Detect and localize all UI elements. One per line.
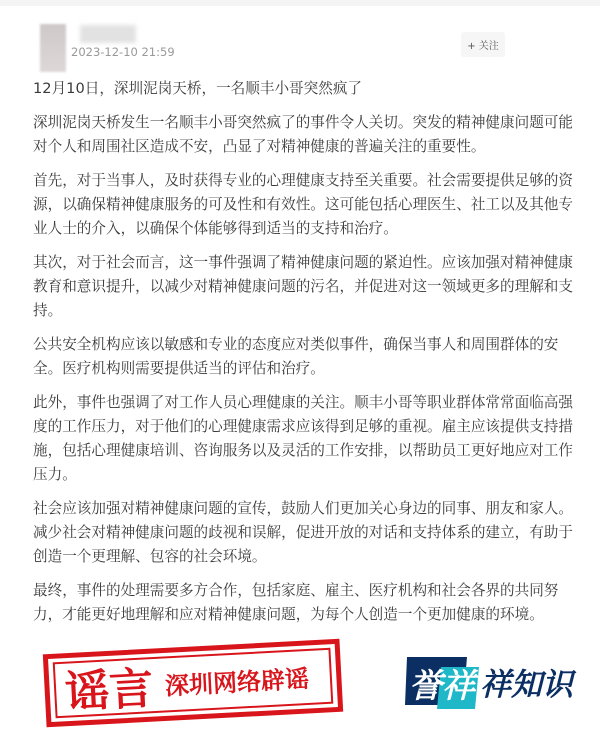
article-paragraph: 12月10日，深圳泥岗天桥，一名顺丰小哥突然疯了 (33, 80, 363, 97)
article-paragraph: 社会应该加强对精神健康问题的宣传，鼓励人们更加关心身边的同事、朋友和家人。减少社会对精神健康问题的歧视和误解，促进开放的对话和支持体系的建立，有助于创造一个更理解、包容的社会环境。 (33, 500, 573, 565)
article-paragraph: 首先，对于当事人，及时获得专业的心理健康支持至关重要。社会需要提供足够的资源，以确保精神健康服务的可及性和有效性。这可能包括心理医生、社工以及其他专业人士的介入，以确保个体能够得到适当的支持和治疗。 (33, 172, 573, 237)
article-paragraph: 最终，事件的处理需要多方合作，包括家庭、雇主、医疗机构和社会各界的共同努力，才能更好地理解和应对精神健康问题，为每个人创造一个更加健康的环境。 (33, 582, 559, 623)
logo-text-part1: 誉祥 (409, 666, 475, 705)
article-paragraph: 深圳泥岗天桥发生一名顺丰小哥突然疯了的事件令人关切。突发的精神健康问题可能对个人和周围社区造成不安，凸显了对精神健康的普遍关注的重要性。 (33, 114, 573, 155)
article-body (33, 0, 581, 627)
stamp-main-text: 谣言 (64, 663, 155, 719)
footer-row (33, 637, 580, 729)
rumor-stamp (33, 637, 353, 729)
post-timestamp: 2023-12-10 21:59 (71, 45, 175, 59)
article-paragraph: 其次，对于社会而言，这一事件强调了精神健康问题的紧迫性。应该加强对精神健康教育和意识提升，以减少对精神健康问题的污名，并促进对这一领域更多的理解和支持。 (33, 254, 573, 319)
article-paragraph: 公共安全机构应该以敏感和专业的态度应对类似事件，确保当事人和周围群体的安全。医疗机构则需要提供适当的评估和治疗。 (33, 336, 559, 377)
stamp-sub-text: 深圳网络辟谣 (164, 663, 310, 701)
follow-button[interactable]: + 关注 (461, 32, 505, 57)
article-paragraph: 此外，事件也强调了对工作人员心理健康的关注。顺丰小哥等职业群体常常面临高强度的工作压力，对于他们的心理健康需求应该得到足够的重视。雇主应该提供支持措施，包括心理健康培训、咨询服务以及灵活的工作安排，以帮助员工更好地应对工作压力。 (33, 394, 573, 483)
watermark-logo (405, 657, 580, 709)
logo-text-part2: 祥知识 (480, 667, 573, 703)
